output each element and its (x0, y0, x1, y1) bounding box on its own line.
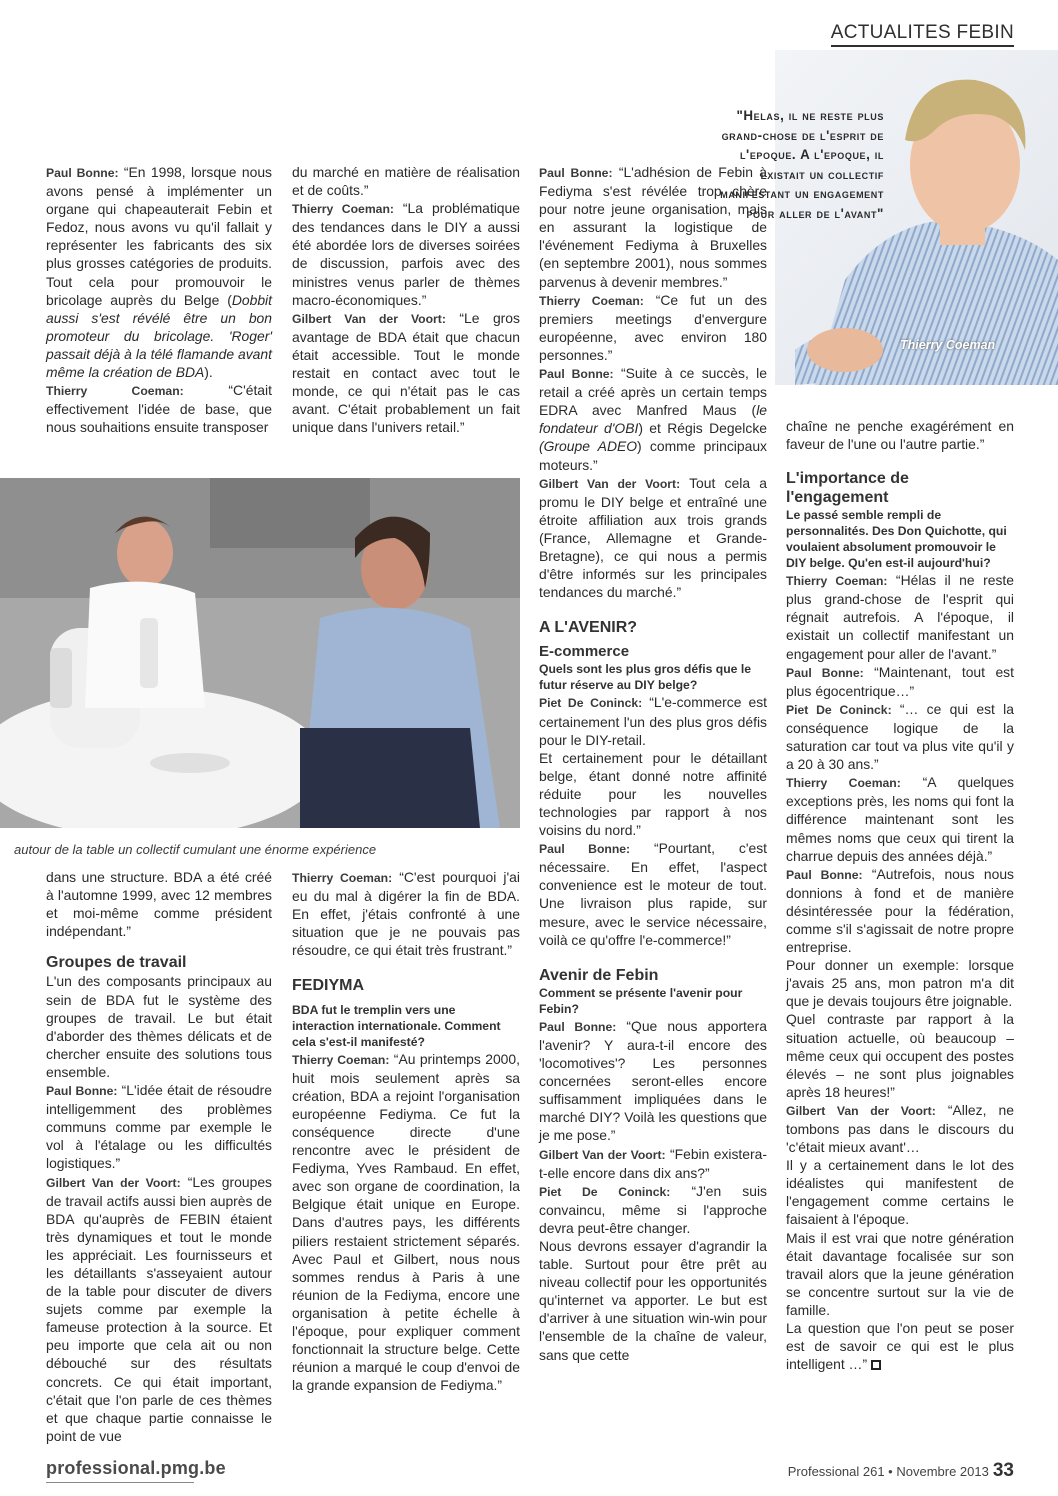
speaker: Thierry Coeman: (539, 293, 644, 308)
paragraph: Paul Bonne: “Que nous apportera l'avenir? Y aura-t-il encore des 'locomotives'? Les personnes concernées seront-elles encore suffisamment impliquées dans le marché DIY? Voilà les questions que je me pose.” (539, 1017, 767, 1144)
paragraph: Nous devrons essayer d'agrandir la table. Surtout pour être prêt au niveau collectif pour les opportunités qu'internet va apporter. Le but est d'arriver à une situation win-win pour l'ensemble de la chaîne de valeur, sans que cette (539, 1237, 767, 1363)
column-1-top (46, 163, 272, 436)
paragraph: Mais il est vrai que notre génération était davantage focalisée sur son travail alors que la jeune génération se concentre surtout sur la vie de famille. (786, 1229, 1014, 1318)
speaker: Paul Bonne: (539, 367, 614, 382)
speaker: Gilbert Van der Voort: (539, 1147, 666, 1162)
column-1-bottom (46, 868, 272, 1445)
footer-website: professional.pmg.be (46, 1458, 226, 1478)
paragraph: Paul Bonne: “Autrefois, nous nous donnions à fond et de manière désintéressée pour la fédération, comme s'il s'agissait de notre propre entreprise. (786, 865, 1014, 956)
speaker: Thierry Coeman: (786, 776, 901, 791)
paragraph: Piet De Coninck: “J'en suis convaincu, même si l'approche devra peut-être changer. (539, 1182, 767, 1236)
paragraph: Thierry Coeman: “A quelques exceptions près, les noms qui font la différence maintenant sont les mêmes noms que ceux qui tirent la charrue depuis des années déjà.” (786, 774, 1014, 864)
column-2-top (292, 163, 520, 436)
heading-fediyma: FEDIYMA (292, 977, 364, 995)
paragraph: Gilbert Van der Voort: “Le gros avantage de BDA était que chacun était accessible. Tout le monde restait en contact avec tout le monde, ce qui n'était pas le cas avant. C'était probablement un fait unique dans l'univers retail.” (292, 309, 520, 436)
speaker: Thierry Coeman: (292, 871, 393, 885)
footer-issue: Professional 261 • Novembre 2013 33 (787, 1460, 1014, 1481)
paragraph: Et certainement pour le détaillant belge, étant donné notre affinité réduite pour les nouvelles technologies par rapport à nos voisins du nord.” (539, 749, 767, 839)
paragraph: Thierry Coeman: “C'était effectivement l'idée de base, que nous souhaitions ensuite transposer (46, 382, 272, 436)
photo-caption: autour de la table un collectif cumulant une énorme expérience (14, 842, 377, 857)
paragraph: dans une structure. BDA a été créé à l'automne 1999, avec 12 membres et moi-même comme président indépendant.” (46, 869, 272, 940)
pull-quote: "Helas, il ne reste plus grand-chose de l'esprit de l'epoque. A l'epoque, il existait un collectif manifestant un engagement pour aller de l'avant" (720, 108, 884, 221)
paragraph: Thierry Coeman: “Hélas il ne reste plus grand-chose de l'esprit qui régnait autrefois. A l'époque, il existait un collectif manifestant un engagement pour aller de l'avant.” (786, 572, 1014, 662)
interview-question: Comment se présente l'avenir pour Febin? (539, 985, 743, 1016)
paragraph: Paul Bonne: “Suite à ce succès, le retail a créé après un certain temps EDRA avec Manfred Maus (le fondateur d'OBI) et Régis Degelcke (Groupe ADEO) comme principaux moteurs.” (539, 365, 767, 473)
speaker: Gilbert Van der Voort: (539, 476, 681, 491)
paragraph: Piet De Coninck: “… ce qui est la conséquence logique de la saturation car tout va plus vite qu'il y a 20 à 30 ans.” (786, 700, 1014, 773)
group-photo (0, 478, 520, 828)
speaker: Piet De Coninck: (539, 1184, 671, 1199)
page-number: 33 (992, 1460, 1014, 1481)
speaker: Thierry Coeman: (292, 1052, 390, 1067)
paragraph: Paul Bonne: “L'idée était de résoudre intelligemment des problèmes communs comme par exemple le vol à l'étalage ou les difficultés logistiques.” (46, 1082, 272, 1172)
speaker: Thierry Coeman: (292, 202, 394, 217)
paragraph: Paul Bonne: “L'adhésion de Febin à Fediyma s'est révélée trop chère pour notre jeune organisation, mais en assurant la logistique de l'événement Fediyma à Bruxelles (en septembre 2001), nous sommes parvenus à devenir membres.” (539, 164, 767, 290)
speaker: Gilbert Van der Voort: (46, 1175, 181, 1190)
subheading-groupes: Groupes de travail (46, 954, 187, 972)
speaker: Gilbert Van der Voort: (292, 311, 446, 326)
paragraph: Thierry Coeman: “La problématique des tendances dans le DIY a aussi été abordée lors de diverses soirées de discussion, parfois avec des ministres venus parler de thèmes macro-économiques.” (292, 200, 520, 308)
paragraph: Paul Bonne: “Pourtant, c'est nécessaire. En effet, l'aspect convenience est le moteur de tout. Une livraison plus rapide, sur mesure, avec le service nécessaire, voilà ce qu'offre l'e-commerce!” (539, 840, 767, 948)
paragraph: Gilbert Van der Voort: “Les groupes de travail actifs aussi bien auprès de BDA qu'auprès de FEBIN étaient très dynamiques et tout le monde les appréciait. Les fournisseurs et les détaillants s'asseyaient autour de la table pour discuter de divers sujets comme par exemple la fameuse protection à la source. Et peu importe que cela ait ou non débouché sur des résultats concrets. Ce qui était important, c'était que l'on parle de ces thèmes et que chaque partie connaisse le point de vue (46, 1173, 272, 1444)
paragraph: Thierry Coeman: “C'est pourquoi j'ai eu du mal à digérer la fin de BDA. En effet, j'étais confronté à une situation que je ne pouvais pas résoudre, ce qui était très frustrant.” (292, 869, 520, 959)
paragraph: Paul Bonne: “Maintenant, tout est plus égocentrique…” (786, 663, 1014, 699)
paragraph: Gilbert Van der Voort: “Febin existera-t-elle encore dans dix ans?” (539, 1145, 767, 1181)
end-mark-icon (871, 1360, 881, 1370)
speaker: Thierry Coeman: (46, 384, 184, 399)
paragraph: Paul Bonne: “En 1998, lorsque nous avons pensé à implémenter un organe qui chapeauterait Febin et Fedoz, nous avons vu qu'il fallait y représenter les fabricants des six plus grosses catégories de produits. Tout cela pour promouvoir le bricolage auprès du Belge (Dobbit aussi s'est révélé être un bon promoteur du bricolage. 'Roger' passait déjà à la télé flamande avant même la création de BDA). (46, 164, 272, 381)
section-header: ACTUALITES FEBIN (831, 22, 1014, 44)
footer-divider (46, 1482, 194, 1483)
speaker: Paul Bonne: (539, 166, 613, 180)
paragraph: Il y a certainement dans le lot des idéalistes qui manifestent de l'engagement comme certains le faisaient à l'époque. (786, 1157, 1014, 1228)
paragraph: Gilbert Van der Voort: “Allez, ne tombons pas dans le discours du 'c'était mieux avant'… (786, 1101, 1014, 1156)
paragraph: La question que l'on peut se poser est de savoir ce qui est le plus intelligent …” (786, 1320, 1014, 1373)
speaker: Paul Bonne: (786, 665, 864, 680)
interview-question: BDA fut le tremplin vers une interaction internationale. Comment cela s'est-il manifesté? (292, 1002, 501, 1049)
paragraph: Quel contraste par rapport à la situation actuelle, où beaucoup – même ceux qui occupent des postes élevés – ne sont plus joignables après 18 heures!” (786, 1011, 1014, 1100)
paragraph: Thierry Coeman: “Au printemps 2000, huit mois seulement après sa création, BDA a rejoint l'organisation européenne Fediyma. Ce fut la conséquence directe d'une rencontre avec le président de Fediyma, Yves Rambaud. En effet, avec son organe de coordination, la Belgique était unique en Europe. Dans d'autres pays, les différents piliers restaient strictement séparés. Avec Paul et Gilbert, nous nous sommes rendus à Paris à une réunion de la Fediyma, encore une organisation à petite échelle à l'époque, pour expliquer comment fonctionnait la structure belge. Cette réunion a marqué le coup d'envoi de la grande expansion de Fediyma.” (292, 1050, 520, 1394)
column-2-bottom (292, 868, 520, 1394)
paragraph: Gilbert Van der Voort: Tout cela a promu le DIY belge et entraîné une étroite affiliation aux trois grands (France, Allemagne et Grande-Bretagne), ce qui nous a permis d'être informés sur les principales tendances du marché.” (539, 474, 767, 601)
paragraph: chaîne ne penche exagérément en faveur de l'une ou l'autre partie.” (786, 418, 1014, 453)
portrait-caption: Thierry Coeman (900, 338, 996, 352)
column-4 (786, 417, 1014, 1373)
speaker: Paul Bonne: (539, 1019, 617, 1034)
paragraph: Piet De Coninck: “L'e-commerce est certainement l'un des plus gros défis pour le DIY-retail. (539, 694, 767, 748)
speaker: Paul Bonne: (46, 1084, 118, 1099)
speaker: Piet De Coninck: (539, 696, 643, 711)
interview-question: Quels sont les plus gros défis que le futur réserve au DIY belge? (539, 662, 751, 693)
paragraph: Pour donner un exemple: lorsque j'avais 25 ans, mon patron m'a dit que je devais toujours être joignable. (786, 957, 1014, 1010)
heading-avenir: A L'AVENIR? (539, 619, 638, 637)
subheading-ecommerce: E-commerce (539, 643, 630, 661)
subheading-avenir-febin: Avenir de Febin (539, 966, 659, 984)
speaker: Paul Bonne: (46, 166, 119, 180)
speaker: Gilbert Van der Voort: (786, 1103, 936, 1118)
speaker: Paul Bonne: (539, 842, 631, 857)
paragraph: Thierry Coeman: “Ce fut un des premiers meetings d'envergure européenne, avec environ 180 personnes.” (539, 291, 767, 363)
column-3 (539, 163, 767, 1364)
group-photo-illustration (0, 478, 520, 828)
speaker: Paul Bonne: (786, 867, 863, 882)
paragraph: du marché en matière de réalisation et de coûts.” (292, 164, 520, 199)
speaker: Piet De Coninck: (786, 702, 892, 717)
subheading-engagement: L'importance de l'engagement (786, 470, 909, 507)
interview-question: Le passé semble rempli de personnalités. Des Don Quichotte, qui voulaient absolument promouvoir le DIY belge. Qu'en est-il aujourd'hui? (786, 508, 1007, 571)
paragraph: L'un des composants principaux au sein de BDA fut le système des groupes de travail. Le but était d'aborder des thèmes délicats et de chercher ensuite des solutions tous ensemble. (46, 973, 272, 1080)
speaker: Thierry Coeman: (786, 574, 888, 589)
